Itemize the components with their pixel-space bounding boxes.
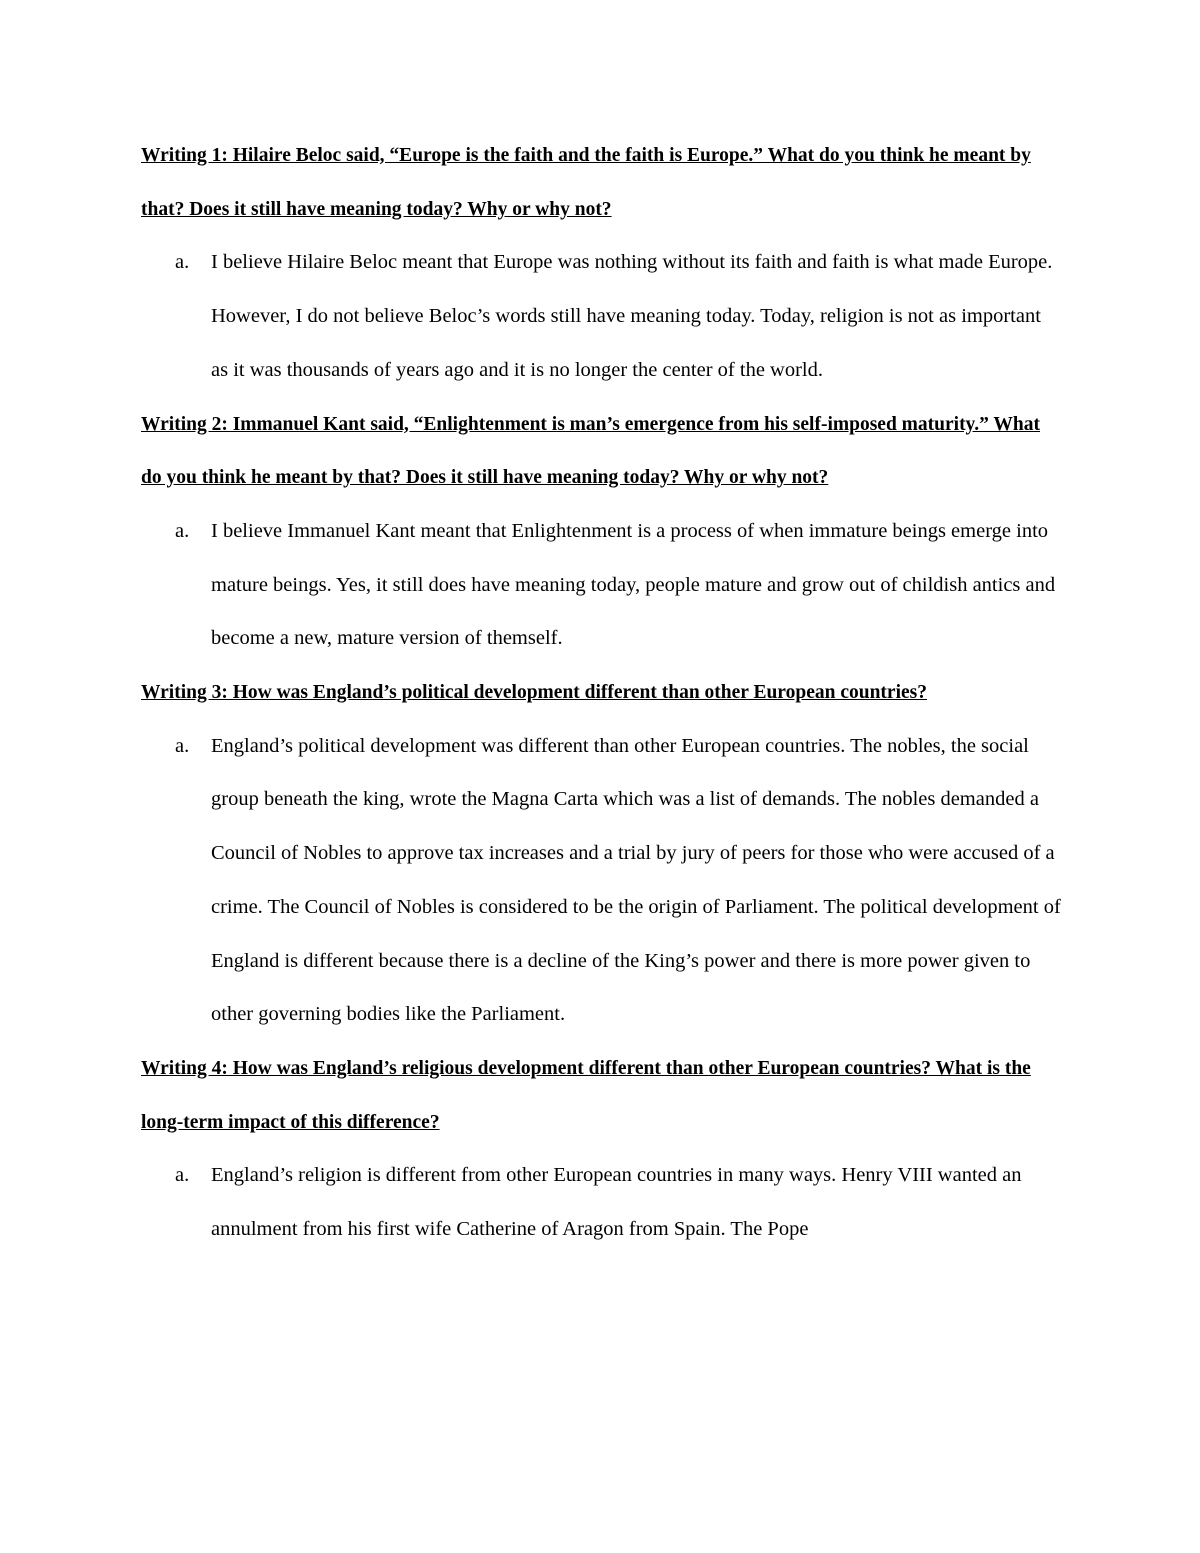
list-marker: a. — [175, 519, 190, 542]
list-marker: a. — [175, 1164, 190, 1187]
writing-2-answer-text: I believe Immanuel Kant meant that Enlightenment is a process of when immature beings emerge into mature beings. Yes, it still does have meaning today, people mature and grow out of childish antics and become a new, mature version of themself. — [211, 519, 1056, 650]
writing-4-answer — [175, 1149, 1061, 1256]
writing-3-question: Writing 3: How was England’s political development different than other European countries? — [141, 682, 927, 704]
writing-4-question: Writing 4: How was England’s religious development different than other European countries? What is the long-term impact of this difference? — [141, 1057, 1031, 1133]
writing-1-answer — [175, 236, 1061, 397]
writing-2-answer — [175, 505, 1061, 666]
writing-3-answer — [175, 720, 1061, 1042]
writing-1-question: Writing 1: Hilaire Beloc said, “Europe is the faith and the faith is Europe.” What do you think he meant by that? Does it still have meaning today? Why or why not? — [141, 145, 1031, 220]
writing-1-answer-text: I believe Hilaire Beloc meant that Europe was nothing without its faith and faith is what made Europe. However, I do not believe Beloc’s words still have meaning today. Today, religion is not as important as it was thousands of years ago and it is no longer the center of the world. — [211, 251, 1053, 381]
writing-2-question: Writing 2: Immanuel Kant said, “Enlightenment is man’s emergence from his self-imposed maturity.” What do you think he meant by that? Does it still have meaning today? Why or why not? — [141, 413, 1040, 489]
writing-4-answer-text: England’s religion is different from other European countries in many ways. Henry VIII wanted an annulment from his first wife Catherine of Aragon from Spain. The Pope — [211, 1164, 1022, 1241]
writing-3-answer-text: England’s political development was different than other European countries. The nobles, the social group beneath the king, wrote the Magna Carta which was a list of demands. The nobles demanded a Council of Nobles to approve tax increases and a trial by jury of peers for those who were accused of a crime. The Council of Nobles is considered to be the origin of Parliament. The political development of England is different because there is a decline of the King’s power and there is more power given to other governing bodies like the Parliament. — [211, 734, 1061, 1026]
list-marker: a. — [175, 251, 190, 274]
document-body — [141, 129, 1061, 1257]
list-marker: a. — [175, 734, 190, 757]
